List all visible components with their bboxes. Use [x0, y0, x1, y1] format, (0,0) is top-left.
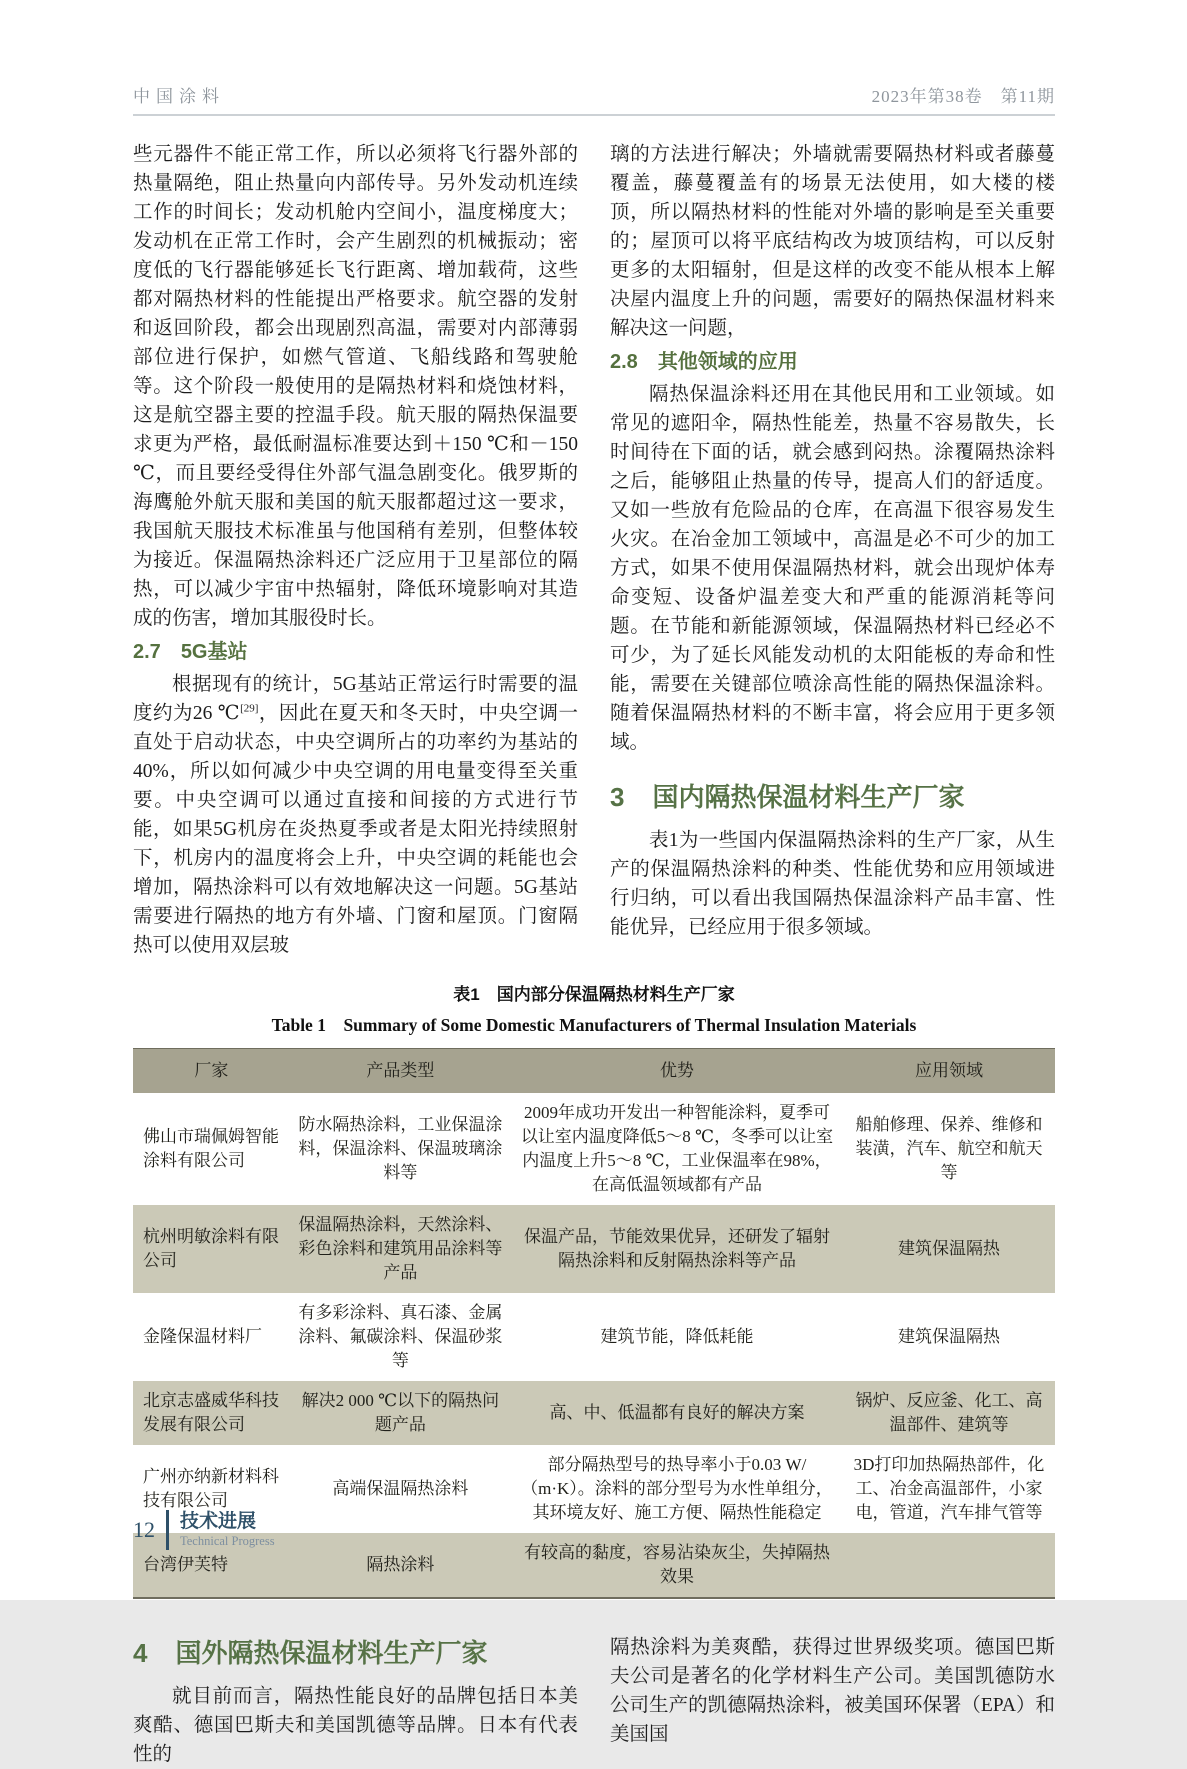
table-caption-en: Table 1 Summary of Some Domestic Manufacturers of Thermal Insulation Materials — [271, 1015, 917, 1035]
cell-products: 隔热涂料 — [366, 1555, 435, 1574]
cell-products: 保温隔热涂料，天然涂料、彩色涂料和建筑用品涂料等产品 — [298, 1215, 503, 1282]
cell-applications: 建筑保温隔热 — [897, 1239, 1000, 1258]
table-block — [133, 980, 1055, 1599]
page-number: 12 — [133, 1517, 155, 1542]
body-paragraph: 隔热保温涂料还用在其他民用和工业领域。如常见的遮阳伞，隔热性能差，热量不容易散失，长时间待在下面的话，就会感到闷热。涂覆隔热涂料之后，能够阻止热量的传导，提高人们的舒适度。又如一些放有危险品的仓库，在高温下很容易发生火灾。在冶金加工领域中，高温是必不可少的加工方式，如果不使用保温隔热材料，就会出现炉体寿命变短、设备炉温差变大和严重的能源消耗等问题。在节能和新能源领域，保温隔热材料已经必不可少，为了延长风能发动机的太阳能板的寿命和性能，需要在关键部位喷涂高性能的隔热保温涂料。随着保温隔热材料的不断丰富，将会应用于更多领域。 — [610, 384, 1055, 753]
body-paragraph: 些元器件不能正常工作，所以必须将飞行器外部的热量隔绝，阻止热量向内部传导。另外发动机连续工作的时间长；发动机舱内空间小，温度梯度大；发动机在正常工作时，会产生剧烈的机械振动；密度低的飞行器能够延长飞行距离、增加载荷，这些都对隔热材料的性能提出严格要求。航空器的发射和返回阶段，都会出现剧烈高温，需要对内部薄弱部位进行保护，如燃气管道、飞船线路和驾驶舱等。这个阶段一般使用的是隔热材料和烧蚀材料，这是航空器主要的控温手段。航天服的隔热保温要求更为严格，最低耐温标准要达到＋150 ℃和－150 ℃，而且要经受得住外部气温急剧变化。俄罗斯的海鹰舱外航天服和美国的航天服都超过这一要求，我国航天服技术标准虽与他国稍有差别，但整体较为接近。保温隔热涂料还广泛应用于卫星部位的隔热，可以减少宇宙中热辐射，降低环境影响对其造成的伤害，增加其服役时长。 — [133, 144, 578, 629]
cell-products: 高端保温隔热涂料 — [332, 1479, 469, 1498]
section-title: 其他领域的应用 — [657, 351, 798, 373]
cell-products: 有多彩涂料、真石漆、金属涂料、氟碳涂料、保温砂浆等 — [298, 1303, 503, 1370]
cell-advantages: 部分隔热型号的热导率小于0.03 W/（m·K）。涂料的部分型号为水性单组分，其环境友好、施工方便、隔热性能稳定 — [521, 1455, 833, 1522]
body-paragraph: 就目前而言，隔热性能良好的品牌包括日本美爽酷、德国巴斯夫和美国凯德等品牌。日本有代表性的 — [133, 1686, 578, 1765]
cell-manufacturer: 台湾伊芙特 — [143, 1555, 228, 1574]
citation-marker: [29] — [240, 702, 259, 715]
cell-manufacturer: 北京志盛威华科技发展有限公司 — [143, 1391, 279, 1434]
running-head — [133, 82, 1055, 116]
section-title: 国内隔热保温材料生产厂家 — [652, 782, 965, 812]
footer-labels — [180, 1511, 275, 1549]
bottom-left-column — [133, 1613, 578, 1769]
footer-section-label-en: Technical Progress — [180, 1534, 275, 1548]
cell-advantages: 2009年成功开发出一种智能涂料，夏季可以让室内温度降低5～8 ℃，冬季可以让室内温度上升5～8 ℃，工业保温率在98%，在高低温领域都有产品 — [520, 1103, 834, 1194]
cell-manufacturer: 杭州明敏涂料有限公司 — [143, 1227, 279, 1270]
table-caption-zh: 表1 国内部分保温隔热材料生产厂家 — [453, 985, 735, 1004]
column-header-manufacturer: 厂家 — [133, 1049, 290, 1094]
table-row — [133, 1381, 1055, 1445]
column-header-applications: 应用领域 — [843, 1049, 1055, 1094]
column-header-advantages: 优势 — [511, 1049, 843, 1094]
cell-products: 防水隔热涂料，工业保温涂料，保温涂料、保温玻璃涂料等 — [298, 1115, 503, 1182]
cell-applications: 3D打印加热隔热部件，化工、冶金高温部件，小家电，管道，汽车排气管等 — [853, 1455, 1045, 1522]
table-header — [133, 1049, 1055, 1094]
cell-manufacturer: 佛山市瑞佩姆智能涂料有限公司 — [143, 1127, 279, 1170]
section-heading-4 — [133, 1639, 578, 1668]
page-footer — [133, 1510, 275, 1550]
table-header-row — [133, 1049, 1055, 1094]
section-title: 国外隔热保温材料生产厂家 — [175, 1638, 488, 1668]
cell-manufacturer: 金隆保温材料厂 — [143, 1327, 262, 1346]
table-row — [133, 1205, 1055, 1293]
body-paragraph — [133, 670, 578, 960]
body-columns — [133, 140, 1055, 960]
section-heading-3 — [610, 783, 1055, 812]
cell-advantages: 有较高的黏度，容易沾染灰尘，失掉隔热效果 — [523, 1543, 830, 1586]
cell-applications: 锅炉、反应釜、化工、高温部件、建筑等 — [855, 1391, 1043, 1434]
section-number: 3 — [610, 782, 625, 812]
footer-divider — [166, 1510, 169, 1550]
table-row — [133, 1093, 1055, 1205]
cell-applications — [843, 1533, 1055, 1598]
cell-applications: 建筑保温隔热 — [897, 1327, 1000, 1346]
paragraph-text: ，因此在夏天和冬天时，中央空调一直处于启动状态，中央空调所占的功率约为基站的40%，所以如何减少中央空调的用电量变得至关重要。中央空调可以通过直接和间接的方式进行节能，如果5G机房在炎热夏季或者是太阳光持续照射下，机房内的温度将会上升，中央空调的耗能也会增加，隔热涂料可以有效地解决这一问题。5G基站需要进行隔热的地方有外墙、门窗和屋顶。门窗隔热可以使用双层玻 — [133, 703, 578, 956]
body-paragraph: 隔热涂料为美爽酷，获得过世界级奖项。德国巴斯夫公司是著名的化学材料生产公司。美国凯德防水公司生产的凯德隔热涂料，被美国环保署（EPA）和美国国 — [610, 1637, 1055, 1745]
section-number: 2.8 — [610, 351, 638, 373]
table-row — [133, 1293, 1055, 1381]
section-heading-2-7 — [133, 638, 578, 667]
cell-advantages: 建筑节能，降低耗能 — [600, 1327, 754, 1346]
column-header-products: 产品类型 — [290, 1049, 511, 1094]
journal-title: 中国涂料 — [133, 87, 225, 106]
footer-section-label-zh: 技术进展 — [180, 1511, 257, 1532]
cell-applications: 船舶修理、保养、维修和装潢，汽车、航空和航天等 — [855, 1115, 1043, 1182]
section-number: 4 — [133, 1638, 148, 1668]
cell-advantages: 保温产品，节能效果优异，还研发了辐射隔热涂料和反射隔热涂料等产品 — [523, 1227, 830, 1270]
bottom-right-column — [610, 1613, 1055, 1769]
body-paragraph: 璃的方法进行解决；外墙就需要隔热材料或者藤蔓覆盖，藤蔓覆盖有的场景无法使用，如大楼的楼顶，所以隔热材料的性能对外墙的影响是至关重要的；屋顶可以将平底结构改为坡顶结构，可以反射更多的太阳辐射，但是这样的改变不能从根本上解决屋内温度上升的问题，需要好的隔热保温材料来解决这一问题， — [610, 144, 1055, 339]
cell-advantages: 高、中、低温都有良好的解决方案 — [549, 1403, 805, 1422]
cell-manufacturer: 广州亦纳新材料科技有限公司 — [143, 1467, 279, 1510]
section-title: 5G基站 — [180, 641, 248, 663]
right-column — [610, 140, 1055, 960]
journal-issue: 2023年第38卷 第11期 — [871, 87, 1055, 106]
section-number: 2.7 — [133, 641, 161, 663]
cell-products: 解决2 000 ℃以下的隔热问题产品 — [301, 1391, 500, 1434]
paragraph-text: 根据现有的统计，5G基站正常运行时需要的温度约为26 ℃ — [133, 674, 578, 724]
bottom-columns — [133, 1613, 1055, 1769]
body-paragraph: 表1为一些国内保温隔热涂料的生产厂家，从生产的保温隔热涂料的种类、性能优势和应用领域进行归纳，可以看出我国隔热保温涂料产品丰富、性能优异，已经应用于很多领域。 — [610, 830, 1055, 938]
left-column — [133, 140, 578, 960]
section-heading-2-8 — [610, 348, 1055, 377]
